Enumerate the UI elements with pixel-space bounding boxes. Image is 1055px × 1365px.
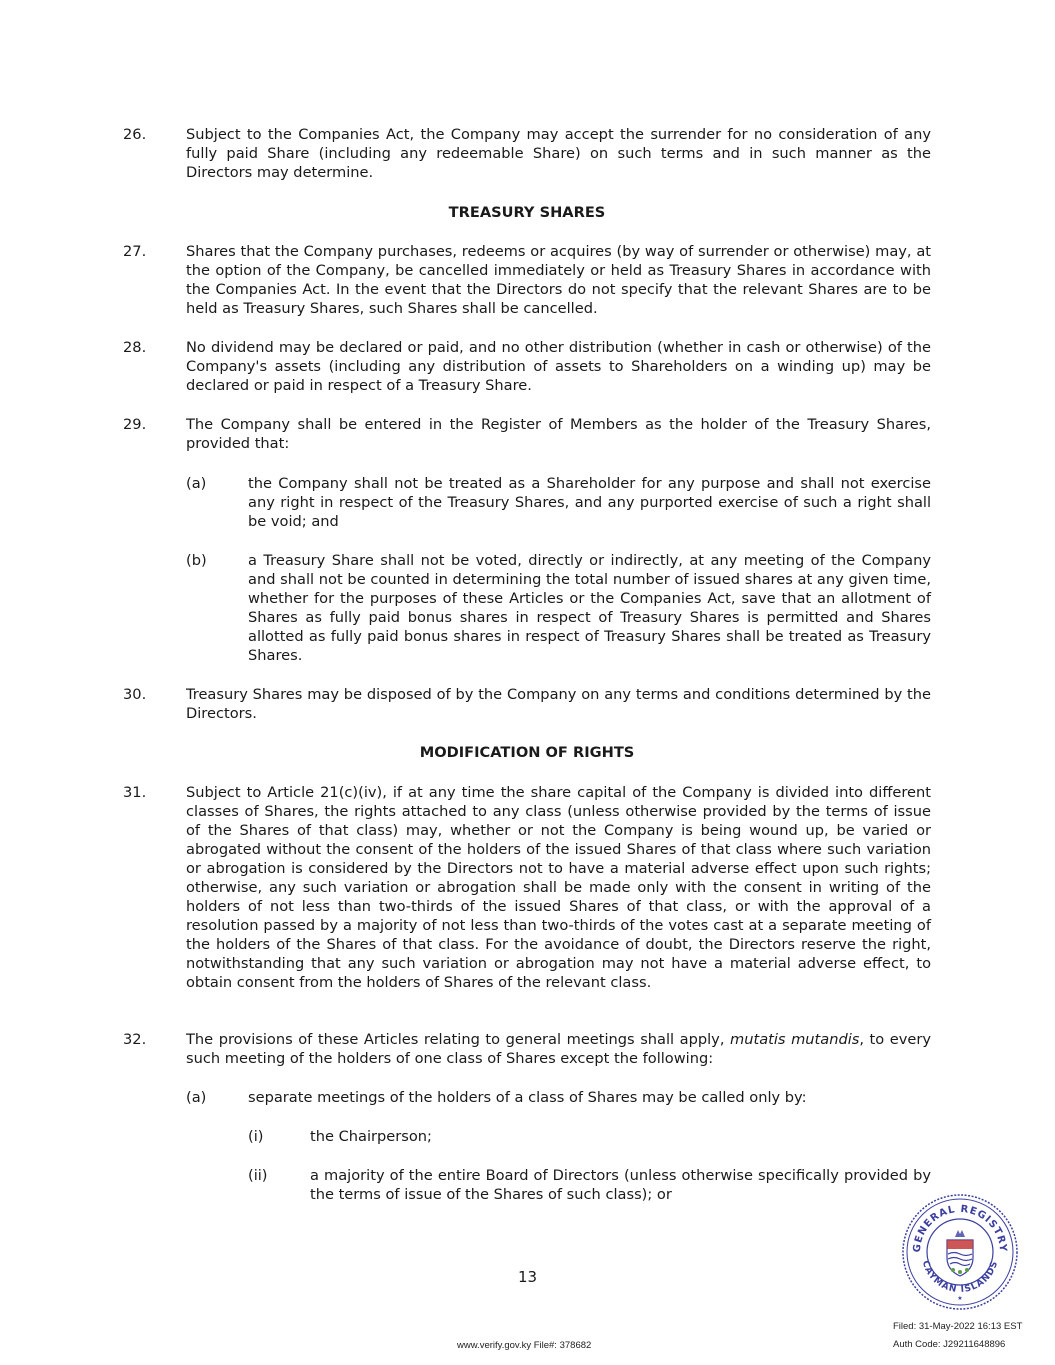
article-29-a [186, 474, 931, 531]
article-number: 29. [123, 416, 147, 433]
verify-url: www.verify.gov.ky File#: 378682 [457, 1340, 592, 1351]
article-number: 32. [123, 1031, 147, 1048]
article-text-italic: mutatis mutandis [730, 1031, 860, 1048]
article-number: 27. [123, 243, 147, 260]
filed-date: Filed: 31-May-2022 16:13 EST [893, 1321, 1023, 1332]
sub-label: (a) [186, 475, 207, 492]
article-text: No dividend may be declared or paid, and no other distribution (whether in cash or otherwise) of the Company's assets (including any distribution of assets to Shareholders on a winding up) may be declared or paid in respect of a Treasury Share. [186, 339, 931, 394]
article-32-a-i [248, 1127, 931, 1146]
article-32-a [186, 1088, 931, 1107]
article-text-part: The provisions of these Articles relating to general meetings shall apply, [186, 1031, 731, 1048]
section-heading-treasury-shares: TREASURY SHARES [448, 204, 606, 221]
article-text [186, 1030, 931, 1068]
svg-text:★: ★ [957, 1295, 963, 1302]
sub-text: separate meetings of the holders of a class of Shares may be called only by: [248, 1089, 807, 1106]
article-28 [123, 338, 931, 395]
article-27 [123, 242, 931, 318]
sub-sub-text: the Chairperson; [310, 1128, 432, 1145]
article-number: 30. [123, 686, 147, 703]
filing-info [893, 1318, 1022, 1354]
article-text: Shares that the Company purchases, redeems or acquires (by way of surrender or otherwise) may, at the option of the Company, be cancelled immediately or held as Treasury Shares in accordance with the Companies Act. In the event that the Directors do not specify that the relevant Shares are to be held as Treasury Shares, such Shares shall be cancelled. [186, 243, 931, 317]
article-number: 26. [123, 126, 147, 143]
auth-code: Auth Code: J29211648896 [893, 1339, 1006, 1350]
article-text: Treasury Shares may be disposed of by the Company on any terms and conditions determined by the Directors. [186, 686, 931, 722]
article-text: Subject to Article 21(c)(iv), if at any time the share capital of the Company is divided into different classes of Shares, the rights attached to any class (unless otherwise provided by the terms of issue of the Shares of that class) may, whether or not the Company is being wound up, be varied or abrogated without the consent of the holders of the issued Shares of that class where such variation or abrogation is considered by the Directors not to have a material adverse effect upon such rights; otherwise, any such variation or abrogation shall be made only with the consent in writing of the holders of not less than two-thirds of the issued Shares of that class, or with the approval of a resolution passed by a majority of not less than two-thirds of the votes cast at a separate meeting of the holders of the Shares of that class. For the avoidance of doubt, the Directors reserve the right, notwithstanding that any such variation or abrogation may not have a material adverse effect, to obtain consent from the holders of Shares of the relevant class. [186, 784, 931, 991]
seal-top-text: GENERAL REGISTRY [911, 1203, 1009, 1253]
article-number: 31. [123, 784, 147, 801]
article-30 [123, 685, 931, 723]
seal-bottom-text: CAYMAN ISLANDS [919, 1259, 1001, 1296]
page-number: 13 [517, 1268, 538, 1286]
sub-sub-label: (i) [248, 1128, 264, 1145]
article-29 [123, 415, 931, 453]
article-32-a-ii [248, 1166, 931, 1204]
article-26 [123, 125, 931, 182]
sub-label: (a) [186, 1089, 207, 1106]
section-heading-modification-of-rights: MODIFICATION OF RIGHTS [419, 744, 635, 761]
sub-text: the Company shall not be treated as a Shareholder for any purpose and shall not exercise any right in respect of the Treasury Shares, and any purported exercise of such a right shall be void; and [248, 475, 931, 530]
article-31 [123, 783, 931, 992]
sub-sub-text: a majority of the entire Board of Directors (unless otherwise specifically provided by the terms of issue of the Shares of such class); or [310, 1167, 931, 1203]
sub-text: a Treasury Share shall not be voted, directly or indirectly, at any meeting of the Company and shall not be counted in determining the total number of issued shares at any given time, whether for the purposes of these Articles or the Companies Act, save that an allotment of Shares as fully paid bonus shares in respect of Treasury Shares is permitted and Shares allotted as fully paid bonus shares in respect of Treasury Shares shall be treated as Treasury Shares. [248, 552, 931, 664]
svg-text:CAYMAN ISLANDS [920, 1260, 1001, 1296]
article-text-part: , to every such meeting of the holders of one class of Shares except the following: [186, 1031, 931, 1067]
article-29-b [186, 551, 931, 665]
article-text: Subject to the Companies Act, the Company may accept the surrender for no consideration of any fully paid Share (including any redeemable Share) on such terms and in such manner as the Directors may determine. [186, 126, 931, 181]
article-text: The Company shall be entered in the Register of Members as the holder of the Treasury Shares, provided that: [186, 416, 931, 452]
sub-label: (b) [186, 552, 207, 569]
article-32 [123, 1030, 931, 1068]
sub-sub-label: (ii) [248, 1167, 268, 1184]
article-number: 28. [123, 339, 147, 356]
general-registry-seal-icon [900, 1192, 1020, 1312]
